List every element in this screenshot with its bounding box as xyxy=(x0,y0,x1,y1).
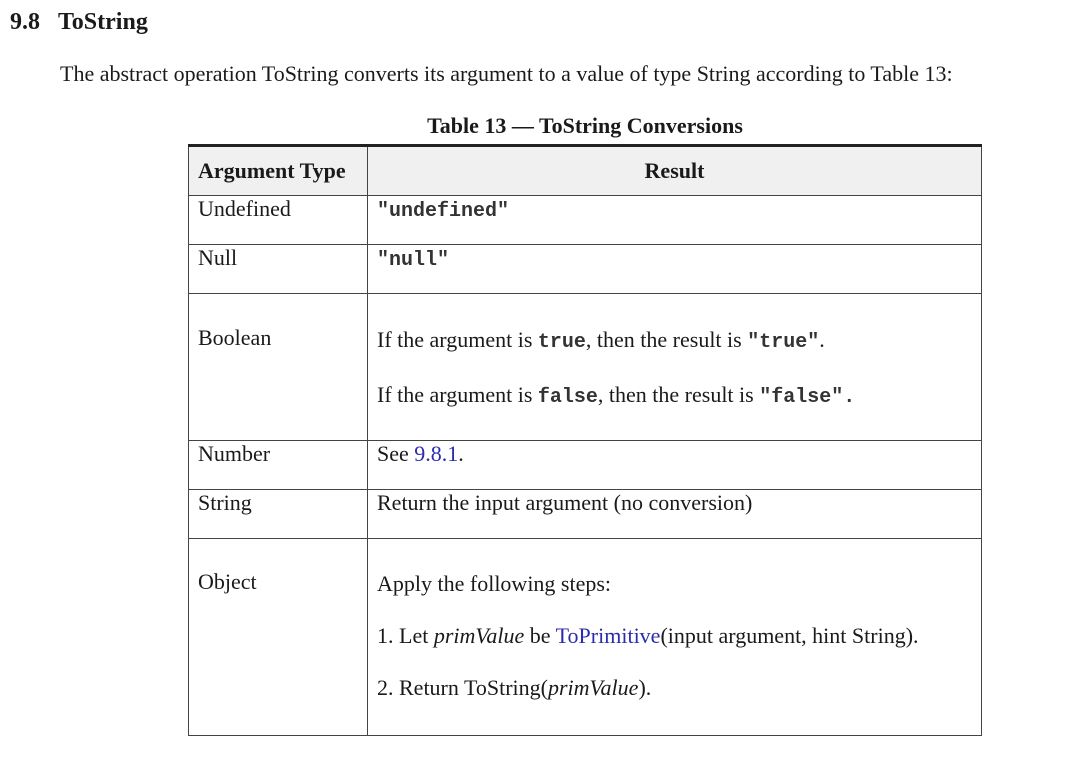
object-step-1 xyxy=(377,621,972,651)
text: . xyxy=(458,441,464,466)
text: . xyxy=(819,327,825,352)
result-cell xyxy=(368,441,982,490)
result-cell xyxy=(368,245,982,294)
keyword-true: true xyxy=(537,331,586,354)
result-cell xyxy=(368,196,982,245)
table-row-boolean xyxy=(189,294,982,441)
table-caption: Table 13 — ToString Conversions xyxy=(427,113,743,138)
result-cell: Return the input argument (no conversion) xyxy=(368,490,982,539)
text: See xyxy=(377,441,415,466)
type-cell: Number xyxy=(189,441,368,490)
table-row-string xyxy=(189,490,982,539)
intro-paragraph: The abstract operation ToString converts its argument to a value of type String according to Table 13: xyxy=(60,61,953,86)
result-literal: "undefined" xyxy=(377,200,510,223)
boolean-true-rule xyxy=(377,325,972,358)
tostring-conversion-table xyxy=(188,144,982,736)
text: ). xyxy=(638,675,652,700)
table-header-row xyxy=(189,146,982,196)
type-cell: String xyxy=(189,490,368,539)
header-result: Result xyxy=(368,146,982,196)
variable-primvalue: primValue xyxy=(548,675,639,700)
object-step-2 xyxy=(377,673,972,703)
variable-primvalue: primValue xyxy=(433,623,525,648)
section-title: ToString xyxy=(58,9,148,35)
text: , then the result is xyxy=(597,382,760,407)
type-cell: Boolean xyxy=(189,294,368,441)
type-cell: Object xyxy=(189,539,368,736)
type-cell: Undefined xyxy=(189,196,368,245)
text: , then the result is xyxy=(585,327,748,352)
section-heading xyxy=(10,6,148,38)
result-literal: "null" xyxy=(377,249,450,272)
section-number: 9.8 xyxy=(10,9,40,35)
object-steps-intro: Apply the following steps: xyxy=(377,571,612,596)
result-cell xyxy=(368,539,982,736)
text: 1. Let xyxy=(377,623,434,648)
keyword-false: false xyxy=(537,386,598,409)
text: If the argument is xyxy=(377,382,538,407)
table-row-object xyxy=(189,539,982,736)
result-literal: "false". xyxy=(759,386,856,409)
header-argument-type: Argument Type xyxy=(189,146,368,196)
link-toprimitive[interactable]: ToPrimitive xyxy=(555,623,661,648)
type-cell: Null xyxy=(189,245,368,294)
link-9-8-1[interactable]: 9.8.1 xyxy=(414,441,459,466)
boolean-false-rule xyxy=(377,380,972,413)
text: (input argument, hint String). xyxy=(660,623,919,648)
result-cell xyxy=(368,294,982,441)
table-row-number xyxy=(189,441,982,490)
result-literal: "true" xyxy=(747,331,820,354)
text: be xyxy=(524,623,556,648)
table-row-null xyxy=(189,245,982,294)
table-row-undefined xyxy=(189,196,982,245)
text: If the argument is xyxy=(377,327,538,352)
text: 2. Return ToString( xyxy=(377,675,548,700)
